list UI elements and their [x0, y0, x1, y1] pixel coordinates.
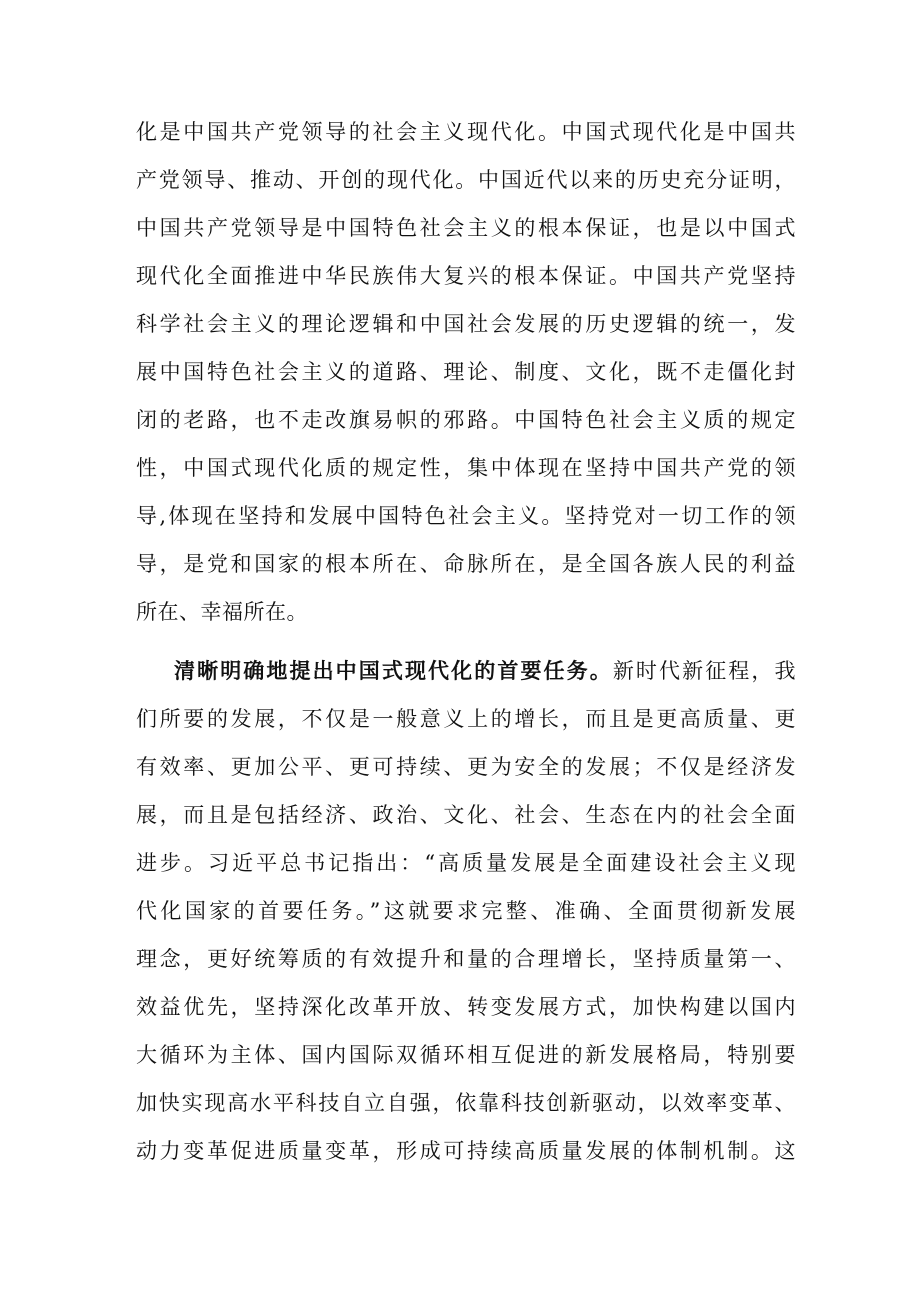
paragraph-2-line-11: 动力变革促进质量变革，形成可持续高质量发展的体制机制。这	[136, 1139, 796, 1163]
paragraph-2-line-5: 进步。习近平总书记指出：“高质量发展是全面建设社会主义现	[136, 851, 796, 875]
paragraph-1-line-3: 中国共产党领导是中国特色社会主义的根本保证，也是以中国式	[136, 216, 796, 240]
paragraph-2-line-8: 效益优先，坚持深化改革开放、转变发展方式，加快构建以国内	[136, 995, 796, 1019]
paragraph-2-line-10: 加快实现高水平科技自立自强，依靠科技创新驱动，以效率变革、	[136, 1091, 796, 1115]
paragraph-1-line-5: 科学社会主义的理论逻辑和中国社会发展的历史逻辑的统一，发	[136, 312, 796, 336]
paragraph-1-line-9: 导,体现在坚持和发展中国特色社会主义。坚持党对一切工作的领	[136, 504, 796, 528]
paragraph-1-line-8: 性，中国式现代化质的规定性，集中体现在坚持中国共产党的领	[136, 456, 796, 480]
paragraph-2-line-3: 有效率、更加公平、更可持续、更为安全的发展；不仅是经济发	[136, 755, 796, 779]
paragraph-1-line-4: 现代化全面推进中华民族伟大复兴的根本保证。中国共产党坚持	[136, 264, 796, 288]
section-heading: 清晰明确地提出中国式现代化的首要任务。	[174, 658, 613, 683]
paragraph-2-line-4: 展，而且是包括经济、政治、文化、社会、生态在内的社会全面	[136, 803, 796, 827]
paragraph-1-line-10: 导，是党和国家的根本所在、命脉所在，是全国各族人民的利益	[136, 552, 796, 576]
paragraph-1-line-1: 化是中国共产党领导的社会主义现代化。中国式现代化是中国共	[136, 120, 796, 144]
paragraph-2	[136, 647, 796, 1175]
paragraph-2-line-1-rest: 新时代新征程，我	[612, 659, 797, 683]
paragraph-2-line-9: 大循环为主体、国内国际双循环相互促进的新发展格局，特别要	[136, 1043, 796, 1067]
paragraph-2-line-1	[136, 647, 796, 695]
paragraph-2-line-6: 代化国家的首要任务。”这就要求完整、准确、全面贯彻新发展	[136, 899, 796, 923]
paragraph-1	[136, 108, 796, 636]
paragraph-1-line-2: 产党领导、推动、开创的现代化。中国近代以来的历史充分证明，	[136, 168, 796, 192]
paragraph-1-line-6: 展中国特色社会主义的道路、理论、制度、文化，既不走僵化封	[136, 360, 796, 384]
paragraph-2-line-2: 们所要的发展，不仅是一般意义上的增长，而且是更高质量、更	[136, 707, 796, 731]
paragraph-1-line-7: 闭的老路，也不走改旗易帜的邪路。中国特色社会主义质的规定	[136, 408, 796, 432]
paragraph-2-line-7: 理念，更好统筹质的有效提升和量的合理增长，坚持质量第一、	[136, 947, 796, 971]
paragraph-1-line-11: 所在、幸福所在。	[136, 600, 308, 624]
